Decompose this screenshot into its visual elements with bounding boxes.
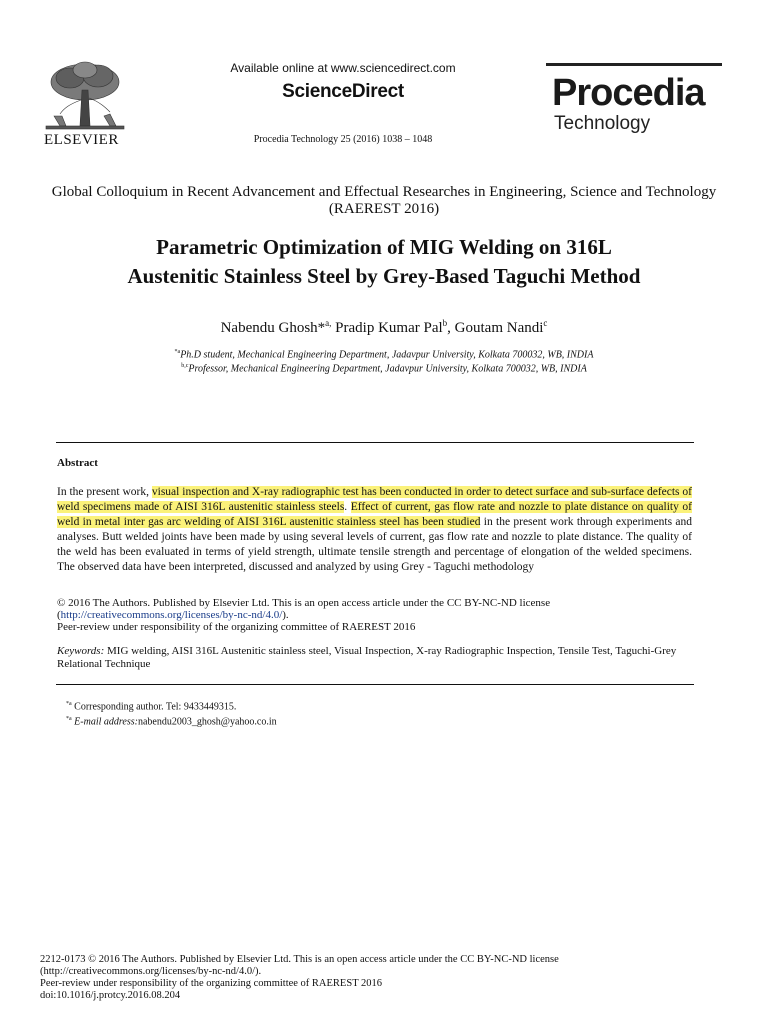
license-paren: ).	[282, 609, 289, 621]
keywords-label: Keywords:	[57, 645, 105, 657]
available-online-text: Available online at www.sciencedirect.com	[230, 61, 456, 75]
author-list	[40, 318, 728, 337]
page-footer	[40, 954, 559, 1002]
keywords-text: MIG welding, AISI 316L Austenitic stainless steel, Visual Inspection, X-ray Radiographic Inspection, Tensile Test, Taguchi-Grey Relational Technique	[57, 645, 677, 670]
abstract-highlight: Effect of current, gas flow rate and nozzle to plate distance on quality of weld in metal inter gas arc welding of AISI 316L austenitic stainless steel has been studied	[57, 501, 693, 528]
abstract-highlight: visual inspection and X-ray radiographic test has been conducted in order to detect surface and sub-surface defects of weld specimens made of AISI 316L austenitic stainless steels	[57, 486, 692, 513]
affiliation-mark: b,c	[181, 363, 189, 369]
procedia-divider	[546, 63, 722, 66]
abstract-text: .	[344, 501, 351, 513]
email-label: E-mail address:	[71, 716, 138, 728]
email-line	[66, 713, 277, 728]
abstract-bottom-rule	[56, 684, 694, 685]
author-name: Nabendu Ghosh*	[220, 320, 326, 336]
author-affiliation-mark: b	[442, 318, 448, 328]
affiliation-a	[40, 349, 728, 360]
abstract-body	[57, 485, 692, 575]
author-name: Pradip Kumar Pal	[335, 320, 443, 336]
abstract-text: In the present work,	[57, 486, 152, 498]
title-line-2: Austenitic Stainless Steel by Grey-Based Taguchi Method	[127, 264, 641, 288]
license-block	[57, 597, 550, 633]
email-address[interactable]: nabendu2003_ghosh@yahoo.co.in	[137, 716, 277, 728]
abstract-text: in the present work through experiments and analyses. Butt welded joints have been made by using several levels of current, gas flow rate and nozzle to plate distance. The quality of the weld has been evaluated in terms of yield strength, ultimate tensile strength and percentage of elongation of the welded specimens. The observed data have been interpreted, discussed and analyzed by using Grey - Taguchi methodology	[57, 516, 693, 573]
footnote-mark: *a	[66, 701, 72, 707]
author-affiliation-mark: c	[543, 318, 548, 328]
affiliation-text: Professor, Mechanical Engineering Department, Jadavpur University, Kolkata 700032, WB, INDIA	[188, 363, 587, 375]
corresponding-phone: Corresponding author. Tel: 9433449315.	[71, 701, 237, 713]
affiliation-b	[40, 363, 728, 374]
footer-license-link[interactable]: (http://creativecommons.org/licenses/by-nc-nd/4.0/).	[40, 966, 262, 977]
sciencedirect-logo: ScienceDirect	[282, 81, 404, 102]
peer-review-text: Peer-review under responsibility of the organizing committee of RAEREST 2016	[57, 621, 416, 633]
keywords-block	[57, 645, 687, 671]
footnote-mark: *a	[66, 716, 72, 723]
affiliation-text: Ph.D student, Mechanical Engineering Department, Jadavpur University, Kolkata 700032, WB, INDIA	[180, 349, 594, 361]
corresponding-line	[66, 698, 277, 713]
corresponding-author-block	[66, 698, 277, 729]
author-separator: ,	[447, 320, 455, 336]
title-line-1: Parametric Optimization of MIG Welding on 316L	[156, 235, 612, 259]
license-link-line	[57, 609, 550, 621]
license-paren: (	[57, 609, 61, 621]
author-affiliation-mark: a,	[325, 318, 332, 328]
paper-title	[40, 233, 728, 291]
journal-citation: Procedia Technology 25 (2016) 1038 – 1048	[253, 134, 433, 145]
license-text: © 2016 The Authors. Published by Elsevier Ltd. This is an open access article under the CC BY-NC-ND license	[57, 597, 551, 609]
author-name: Goutam Nandi	[454, 320, 544, 336]
footer-doi[interactable]: doi:10.1016/j.protcy.2016.08.204	[40, 990, 181, 1001]
conference-name: Global Colloquium in Recent Advancement and Effectual Researches in Engineering, Science and Technology (RAEREST 2016)	[51, 184, 717, 217]
procedia-logo: Procedia	[552, 72, 705, 114]
affiliation-mark: *a	[174, 349, 181, 355]
procedia-subtitle: Technology	[554, 113, 651, 134]
abstract-heading: Abstract	[57, 457, 98, 469]
license-link[interactable]: http://creativecommons.org/licenses/by-nc-nd/4.0/	[60, 609, 283, 621]
publisher-name: ELSEVIER	[44, 132, 119, 148]
footer-copyright: 2212-0173 © 2016 The Authors. Published by Elsevier Ltd. This is an open access article under the CC BY-NC-ND license	[40, 954, 559, 965]
abstract-top-rule	[56, 442, 694, 443]
footer-peer-review: Peer-review under responsibility of the organizing committee of RAEREST 2016	[40, 978, 383, 989]
